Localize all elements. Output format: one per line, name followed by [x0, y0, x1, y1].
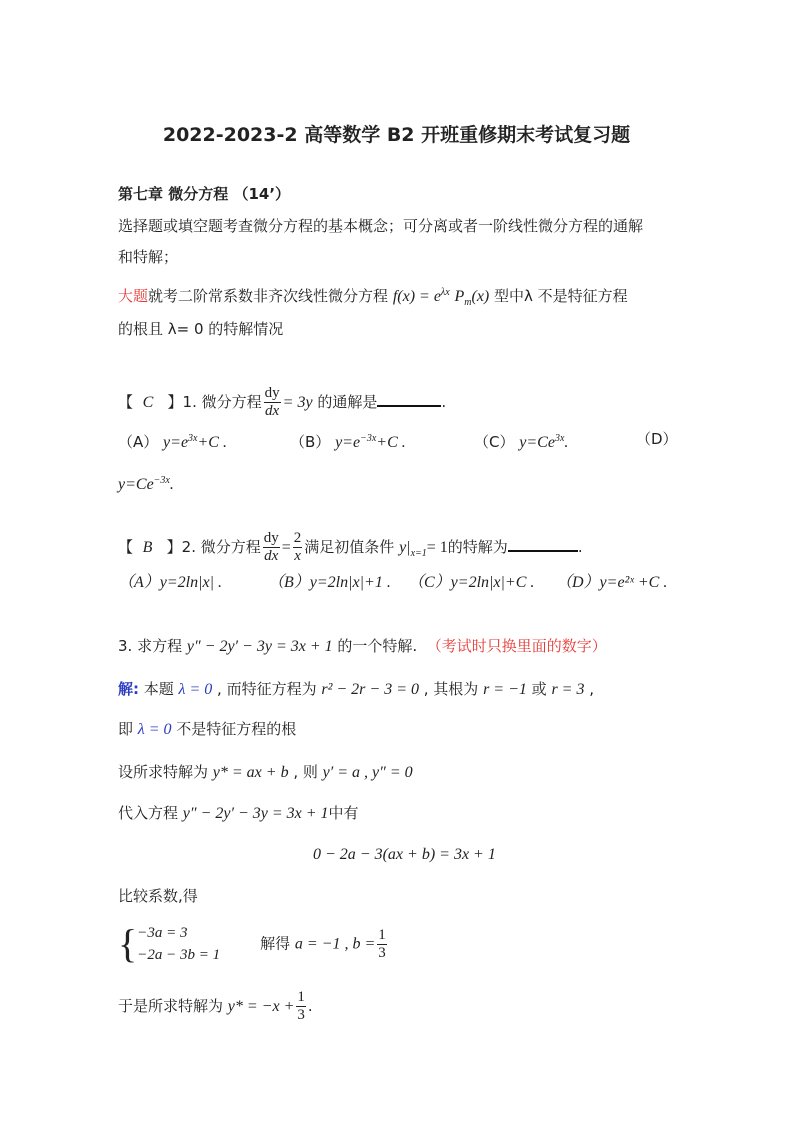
answer: C — [142, 394, 154, 411]
answer-blank — [508, 550, 578, 552]
bracket: 【 — [118, 393, 134, 411]
option-expr: y=e — [163, 434, 189, 451]
option-c[interactable] — [474, 429, 568, 453]
equals: = — [281, 539, 291, 556]
denominator: x — [294, 548, 301, 564]
option-sup: −3x — [153, 475, 170, 486]
option-a[interactable]: （A）y=2ln|x| . — [118, 574, 223, 591]
fraction — [296, 989, 306, 1024]
numerator: 2 — [293, 530, 302, 546]
formula-sub: m — [464, 297, 472, 308]
solution-line-4 — [118, 803, 359, 824]
note: （考试时只换里面的数字） — [426, 637, 607, 655]
question-text: 3. 求方程 — [118, 637, 183, 655]
option-sup: −3x — [360, 433, 377, 444]
option-d[interactable] — [118, 471, 174, 495]
solution-label: 解: — [118, 680, 139, 698]
fraction — [264, 385, 281, 420]
chapter-heading: 第七章 微分方程 （14’） — [118, 185, 291, 203]
question-mid: 满足初值条件 — [304, 538, 395, 556]
math: a = −1 , b = — [294, 935, 376, 953]
math: y′ = a , y″ = 0 — [322, 764, 413, 781]
option-expr: y=Ce — [118, 476, 154, 493]
numerator: dy — [264, 385, 280, 401]
fraction — [377, 927, 387, 962]
text: 不是特征方程的根 — [171, 720, 297, 738]
intro-line-2: 和特解； — [118, 248, 179, 266]
question-tail: 的特解为 — [447, 538, 508, 556]
option-label: （C） — [474, 433, 515, 451]
brace-icon: { — [118, 921, 138, 966]
text: , — [584, 680, 595, 698]
text: 代入方程 — [118, 804, 183, 822]
option-label: （B） — [290, 433, 331, 451]
page-title: 2022-2023-2 高等数学 B2 开班重修期末考试复习题 — [162, 124, 631, 146]
text: 于是所求特解为 — [118, 997, 228, 1015]
option-c[interactable]: （C）y=2ln|x|+C . — [408, 574, 535, 591]
math: y* = ax + b — [212, 764, 289, 781]
question-text: 】1. 微分方程 — [167, 393, 262, 411]
system — [137, 922, 220, 966]
answer: B — [142, 539, 153, 556]
big-text: 就考二阶常系数非齐次线性微分方程 — [148, 287, 389, 305]
question-text: 】2. 微分方程 — [166, 538, 261, 556]
denominator: 3 — [378, 944, 386, 961]
system-eq-1: −3a = 3 — [137, 925, 188, 941]
text: , 而特征方程为 — [212, 680, 322, 698]
question-tail: 的通解是 — [312, 393, 378, 411]
option-rest: +C . — [197, 434, 227, 451]
condition-sub: x=1 — [410, 548, 427, 559]
option-rest: . — [564, 434, 569, 451]
answer-blank — [377, 405, 441, 407]
period: . — [441, 393, 447, 411]
text: 设所求特解为 — [118, 763, 213, 781]
numerator: dy — [263, 530, 279, 546]
question-2 — [118, 530, 583, 565]
text: , 则 — [288, 763, 323, 781]
option-expr: y=e — [335, 434, 361, 451]
text: 解得 — [260, 934, 295, 953]
option-rest: . — [169, 476, 174, 493]
option-expr: y=Ce — [519, 434, 555, 451]
big-question-line-1 — [118, 283, 628, 313]
math: r = 3 — [551, 681, 585, 698]
formula-f: f(x) = e — [392, 288, 441, 305]
math: y″ − 2y′ − 3y = 3x + 1 — [182, 805, 329, 822]
denominator: 3 — [297, 1007, 305, 1023]
option-sup: 3x — [554, 433, 565, 444]
big-text-2: 型中λ 不是特征方程 — [489, 287, 628, 305]
option-d-label[interactable]: （D） — [636, 430, 678, 448]
denominator: dx — [265, 403, 280, 419]
text: , 其根为 — [419, 680, 484, 698]
solution-line-3 — [118, 762, 413, 783]
equation-rhs: = 3y — [282, 394, 313, 411]
solution-system — [118, 922, 389, 966]
formula-x: (x) — [471, 288, 490, 305]
question-tail: 的一个特解. — [332, 637, 418, 655]
option-b[interactable]: （B）y=2ln|x|+1 . — [268, 574, 391, 591]
period: . — [577, 538, 583, 556]
question-1 — [118, 385, 446, 420]
solution-equation: 0 − 2a − 3(ax + b) = 3x + 1 — [313, 846, 496, 863]
math: r = −1 — [483, 681, 527, 698]
big-question-label: 大题 — [118, 287, 149, 305]
math: λ = 0 — [137, 721, 172, 738]
equation: y″ − 2y′ − 3y = 3x + 1 — [186, 638, 333, 655]
option-b[interactable] — [290, 429, 406, 453]
option-rest: +C . — [376, 434, 406, 451]
fraction — [263, 530, 280, 565]
math: y* = −x + — [227, 998, 295, 1015]
option-sup: 3x — [188, 433, 198, 444]
option-d[interactable]: （D）y=e²ˣ +C . — [556, 574, 668, 591]
bracket: 【 — [118, 538, 134, 556]
question-3 — [118, 636, 607, 657]
numerator: 1 — [378, 926, 386, 943]
solution-conclusion — [118, 988, 313, 1025]
condition-rhs: = 1 — [426, 539, 448, 556]
text: 即 — [118, 720, 138, 738]
solution-line-1 — [118, 679, 594, 700]
period: . — [307, 997, 313, 1015]
condition: y| — [399, 539, 411, 556]
option-label: （A） — [118, 433, 159, 451]
math: r² − 2r − 3 = 0 — [321, 681, 419, 698]
formula-sup: λx — [440, 287, 450, 298]
denominator: dx — [264, 548, 279, 564]
system-eq-2: −2a − 3b = 1 — [137, 947, 221, 963]
fraction-2 — [293, 530, 303, 565]
big-question-line-2: 的根且 λ= 0 的特解情况 — [118, 320, 284, 338]
math: λ = 0 — [178, 681, 213, 698]
text: 中有 — [328, 804, 359, 822]
text: 或 — [526, 680, 552, 698]
numerator: 1 — [297, 989, 305, 1005]
solution-line-6: 比较系数,得 — [118, 887, 198, 905]
intro-line-1: 选择题或填空题考查微分方程的基本概念；可分离或者一阶线性微分方程的通解 — [118, 217, 644, 235]
formula-p: P — [454, 288, 465, 305]
option-a[interactable] — [118, 429, 227, 453]
solution-line-2 — [118, 719, 296, 740]
text: 本题 — [139, 680, 179, 698]
